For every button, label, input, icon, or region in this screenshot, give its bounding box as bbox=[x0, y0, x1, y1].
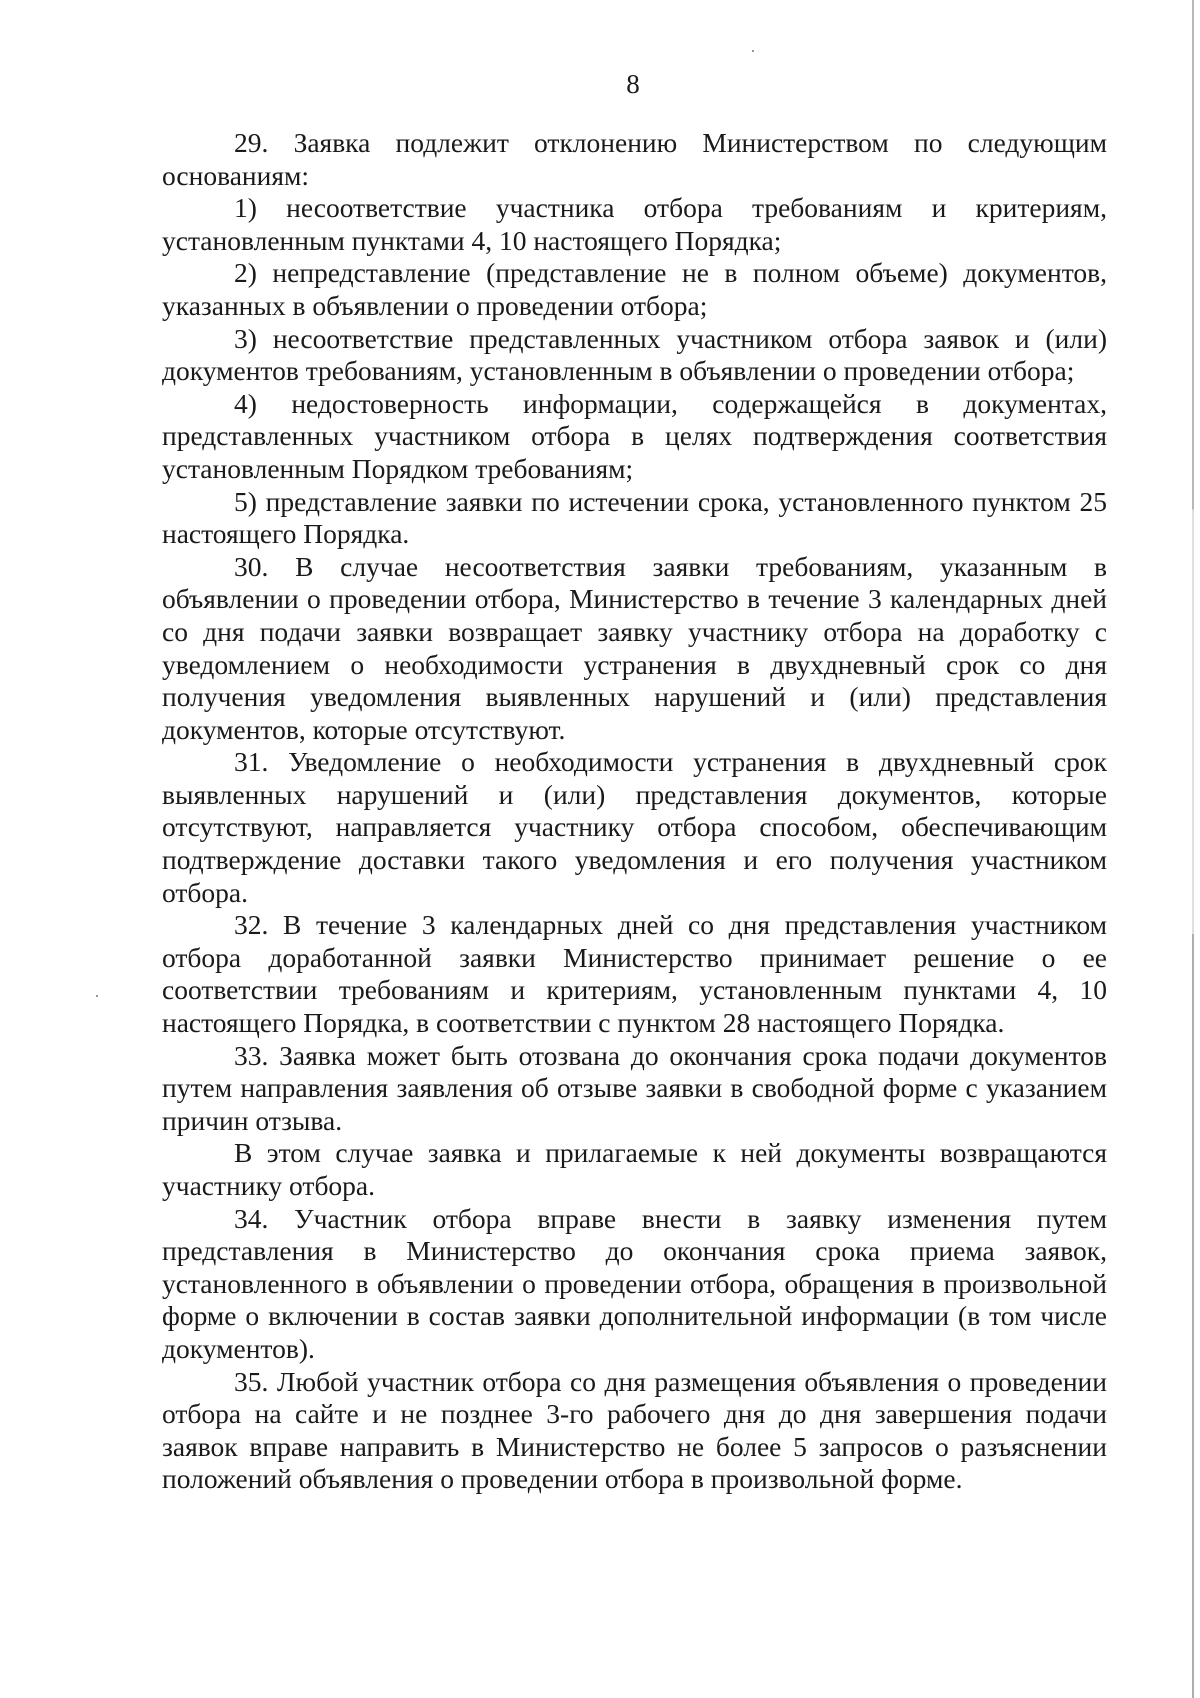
scan-speck bbox=[752, 50, 754, 52]
paragraph-29-item-4: 4) недостоверность информации, содержащейся в документах, представленных участником отбора в целях подтверждения соответствия установленным Порядком требованиям; bbox=[162, 387, 1107, 484]
page-number: 8 bbox=[626, 69, 640, 99]
paragraph-35: 35. Любой участник отбора со дня размещения объявления о проведении отбора на сайте и не позднее 3-го рабочего дня до дня завершения подачи заявок вправе направить в Министерство не более 5 запросов о разъяснении положений объявления о проведении отбора в произвольной форме. bbox=[162, 1365, 1107, 1495]
paragraph-32: 32. В течение 3 календарных дней со дня представления участником отбора доработанной заявки Министерство принимает решение о ее соответствии требованиям и критериям, установленным пунктами 4, 10 настоящего Порядка, в соответствии с пунктом 28 настоящего Порядка. bbox=[162, 909, 1107, 1039]
paragraph-29-item-1: 1) несоответствие участника отбора требованиям и критериям, установленным пунктами 4, 10 настоящего Порядка; bbox=[162, 192, 1107, 256]
document-body bbox=[162, 127, 1107, 1496]
paragraph-29-item-5: 5) представление заявки по истечении срока, установленного пунктом 25 настоящего Порядка. bbox=[162, 485, 1107, 550]
scan-speck bbox=[96, 995, 98, 997]
paragraph-29: 29. Заявка подлежит отклонению Министерством по следующим основаниям: bbox=[162, 127, 1107, 191]
paragraph-33: 33. Заявка может быть отозвана до окончания срока подачи документов путем направления заявления об отзыве заявки в свободной форме с указанием причин отзыва. bbox=[162, 1039, 1107, 1136]
paragraph-29-item-3: 3) несоответствие представленных участником отбора заявок и (или) документов требованиям, установленным в объявлении о проведении отбора; bbox=[162, 322, 1107, 387]
paragraph-30: 30. В случае несоответствия заявки требованиям, указанным в объявлении о проведении отбора, Министерство в течение 3 календарных дней со дня подачи заявки возвращает заявку участнику отбора на доработку с уведомлением о необходимости устранения в двухдневный срок со дня получения уведомления выявленных нарушений и (или) представления документов, которые отсутствуют. bbox=[162, 550, 1107, 745]
paragraph-34: 34. Участник отбора вправе внести в заявку изменения путем представления в Министерство до окончания срока приема заявок, установленного в объявлении о проведении отбора, обращения в произвольной форме о включении в состав заявки дополнительной информации (в том числе документов). bbox=[162, 1202, 1107, 1364]
paragraph-31: 31. Уведомление о необходимости устранения в двухдневный срок выявленных нарушений и (или) представления документов, которые отсутствуют, направляется участнику отбора способом, обеспечивающим подтверждение доставки такого уведомления и его получения участником отбора. bbox=[162, 746, 1107, 908]
scan-edge bbox=[1192, 0, 1194, 1698]
paragraph-29-item-2: 2) непредставление (представление не в полном объеме) документов, указанных в объявлении о проведении отбора; bbox=[162, 257, 1107, 321]
paragraph-33-continuation: В этом случае заявка и прилагаемые к ней документы возвращаются участнику отбора. bbox=[162, 1137, 1107, 1201]
